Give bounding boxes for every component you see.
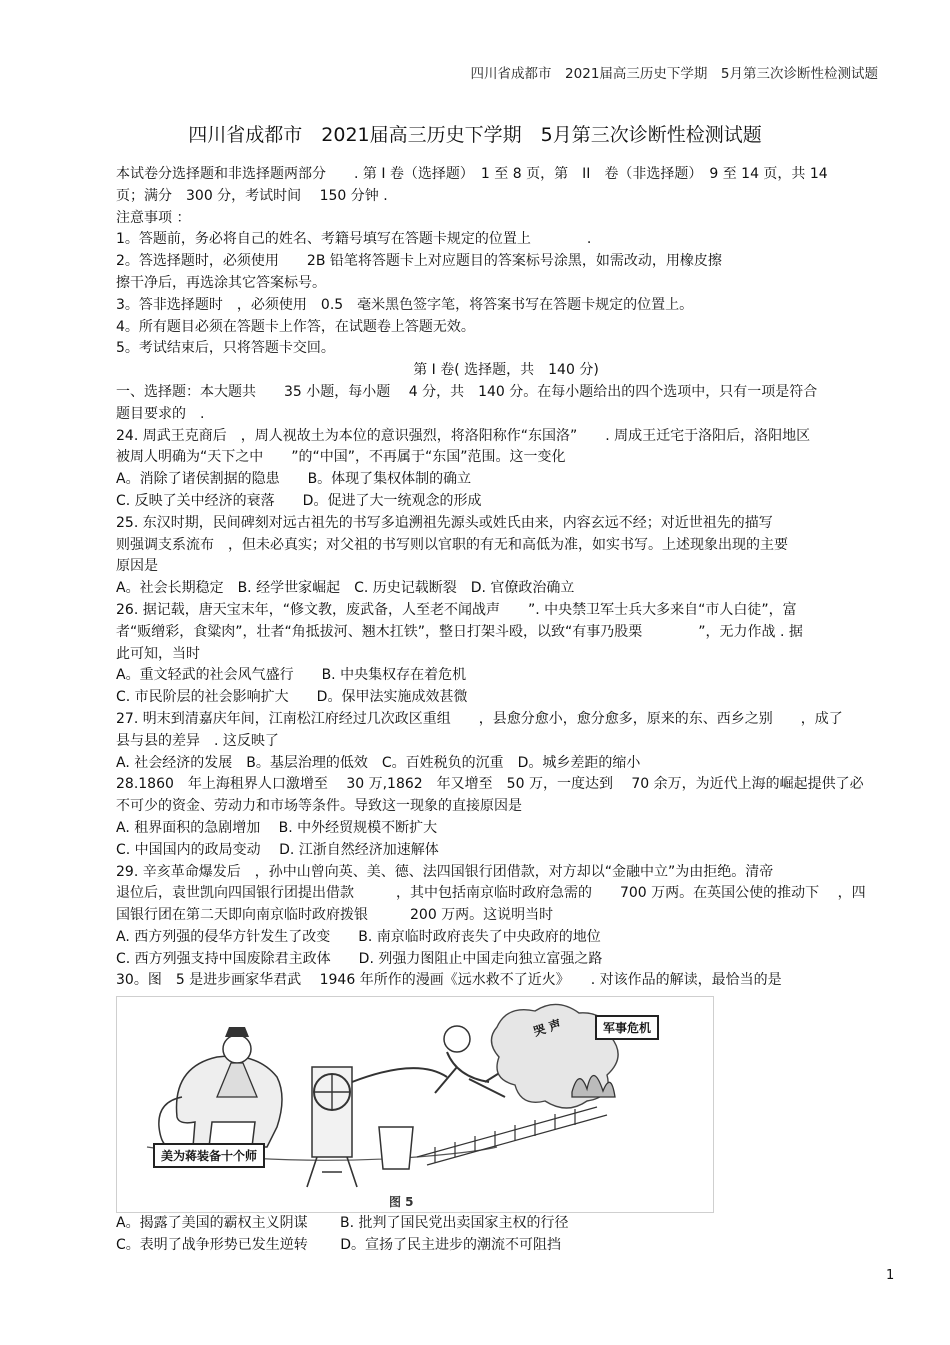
question-stem: 国银行团在第二天即向南京临时政府拨银 200 万两。这说明当时 (116, 907, 554, 924)
question-stem: 28.1860 年上海租界人口激增至 30 万,1862 年又增至 50 万，一度达到 70 余万，为近代上海的崛起提供了必 (116, 776, 864, 793)
page-number: 1 (886, 1268, 895, 1283)
intro-line: 本试卷分选择题和非选择题两部分 . 第 I 卷（选择题） 1 至 8 页，第 II 卷（非选择题） 9 至 14 页，共 14 (116, 166, 828, 182)
question-stem: 原因是 (116, 558, 158, 575)
answer-options: C. 中国国内的政局变动 D. 江浙自然经济加速解体 (116, 841, 439, 858)
notice-item: 5。考试结束后，只将答题卡交回。 (116, 340, 335, 357)
cartoon-figure (116, 996, 714, 1213)
question-stem: 30。图 5 是进步画家华君武 1946 年所作的漫画《远水救不了近火》 . 对该作品的解读，最恰当的是 (116, 972, 782, 989)
question-24 (116, 426, 896, 513)
question-stem: 则强调支系流布 ，但未必真实；对父祖的书写则以官职的有无和高低为准，如实书写。上述现象出现的主要 (116, 536, 788, 553)
notice-heading: 注意事项 ： (116, 209, 191, 226)
answer-options: A。消除了诸侯割据的隐患 B。体现了集权体制的确立 (116, 471, 472, 488)
question-stem: 26. 据记载，唐天宝末年，“修文教，废武备，人至老不闻战声 ”. 中央禁卫军士兵大多来自“市人白徒”，富 (116, 601, 797, 618)
answer-options: C. 西方列强支持中国废除君主政体 D. 列强力图阻止中国走向独立富强之路 (116, 950, 603, 967)
label-military-crisis: 军事危机 (595, 1015, 659, 1040)
answer-options: A。社会长期稳定 B. 经学世家崛起 C. 历史记载断裂 D. 官僚政治确立 (116, 580, 575, 597)
question-27 (116, 709, 896, 774)
answer-options: A. 西方列强的侵华方针发生了改变 B. 南京临时政府丧失了中央政府的地位 (116, 928, 601, 945)
intro-line: 页；满分 300 分，考试时间 150 分钟 . (116, 187, 388, 204)
figure-caption: 图 5 (389, 1195, 414, 1210)
notice-item: 1。答题前，务必将自己的姓名、考籍号填写在答题卡规定的位置上 . (116, 231, 592, 248)
question-stem: 25. 东汉时期，民间碑刻对远古祖先的书写多追溯祖先源头或姓氏由来，内容玄远不经；对近世祖先的描写 (116, 514, 773, 531)
document-title: 四川省成都市 2021届高三历史下学期 5月第三次诊断性检测试题 (188, 124, 762, 146)
notice-item: 擦干净后，再选涂其它答案标号。 (116, 274, 326, 291)
notice-item: 4。所有题目必须在答题卡上作答，在试题卷上答题无效。 (116, 318, 475, 335)
answer-options: A。揭露了美国的霸权主义阴谋 B. 批判了国民党出卖国家主权的行径 (116, 1215, 569, 1232)
question-stem: 27. 明末到清嘉庆年间，江南松江府经过几次政区重组 ，县愈分愈小，愈分愈多，原来的东、西乡之别 ，成了 (116, 710, 843, 727)
question-29 (116, 862, 896, 971)
answer-options: A. 社会经济的发展 B。基层治理的低效 C。百姓税负的沉重 D。城乡差距的缩小 (116, 754, 641, 771)
answer-options: A。重文轻武的社会风气盛行 B. 中央集权存在着危机 (116, 667, 467, 684)
question-stem: 退位后，袁世凯向四国银行团提出借款 ，其中包括南京临时政府急需的 700 万两。在英国公使的推动下 ，四 (116, 885, 866, 902)
question-stem: 者“贩缯彩，食粱肉”，壮者“角抵拔河、翘木扛铁”，整日打架斗殴，以致“有事乃股栗 ”，无力作战 . 据 (116, 623, 803, 640)
label-us-equips-ten-divisions: 美为蒋装备十个师 (153, 1143, 265, 1168)
section-intro-line: 一、选择题：本大题共 35 小题，每小题 4 分，共 140 分。在每小题给出的四个选项中，只有一项是符合 (116, 383, 818, 400)
question-30 (116, 970, 896, 1256)
answer-options: C. 市民阶层的社会影响扩大 D。保甲法实施成效甚微 (116, 689, 468, 706)
question-28 (116, 774, 896, 861)
question-stem: 29. 辛亥革命爆发后 ，孙中山曾向英、美、德、法四国银行团借款，对方却以“金融中立”为由拒绝。清帝 (116, 863, 774, 880)
question-stem: 24. 周武王克商后 ，周人视故土为本位的意识强烈，将洛阳称作“东国洛” . 周成王迁宅于洛阳后，洛阳地区 (116, 427, 811, 444)
notice-item: 3。答非选择题时 ，必须使用 0.5 毫米黑色签字笔，将答案书写在答题卡规定的位置上。 (116, 296, 694, 313)
notice-item: 2。答选择题时，必须使用 2B 铅笔将答题卡上对应题目的答案标号涂黑，如需改动，用橡皮擦 (116, 253, 722, 270)
question-26 (116, 600, 896, 709)
document-body (116, 164, 896, 1257)
smoke-text: 哭 声 (531, 1017, 563, 1040)
answer-options: C. 反映了关中经济的衰落 D。促进了大一统观念的形成 (116, 492, 482, 509)
answer-options: C。表明了战争形势已发生逆转 D。宣扬了民主进步的潮流不可阻挡 (116, 1237, 562, 1254)
section-intro-line: 题目要求的 . (116, 405, 205, 422)
section-heading: 第 I 卷( 选择题，共 140 分) (413, 362, 599, 379)
running-header: 四川省成都市 2021届高三历史下学期 5月第三次诊断性检测试题 (470, 66, 878, 82)
intro (116, 164, 896, 208)
question-stem: 被周人明确为“天下之中 ”的“中国”，不再属于“东国”范围。这一变化 (116, 449, 566, 466)
notice-list (116, 229, 896, 360)
question-25 (116, 513, 896, 600)
question-stem: 此可知，当时 (116, 645, 200, 662)
answer-options: A. 租界面积的急剧增加 B. 中外经贸规模不断扩大 (116, 819, 438, 836)
question-stem: 县与县的差异 . 这反映了 (116, 732, 279, 749)
question-stem: 不可少的资金、劳动力和市场等条件。导致这一现象的直接原因是 (116, 798, 522, 815)
